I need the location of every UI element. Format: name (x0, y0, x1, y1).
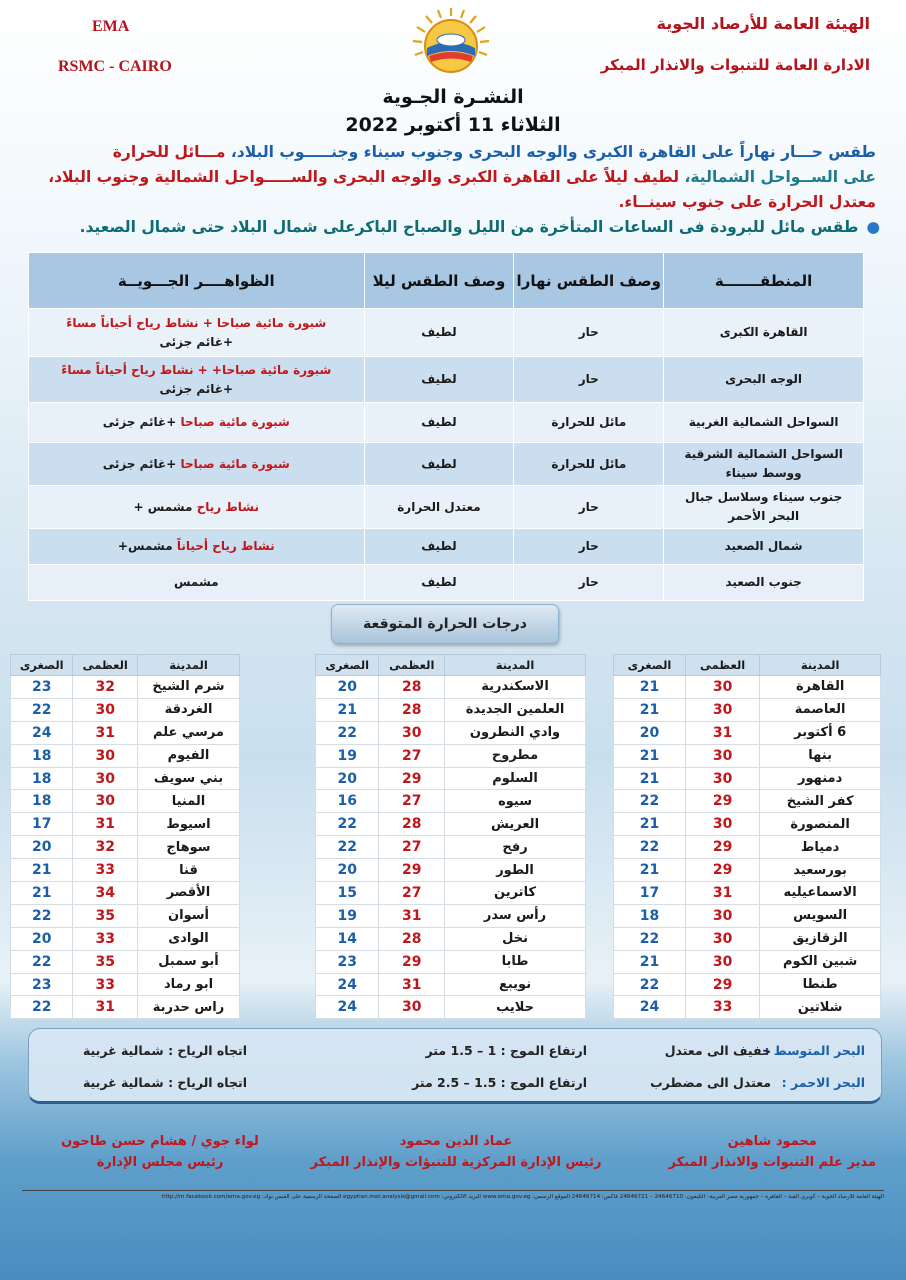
table-header-row (11, 655, 240, 676)
cell-day: حار (514, 565, 664, 601)
cell-min: 22 (11, 698, 73, 721)
table-row (316, 904, 586, 927)
cell-city: المنصورة (760, 813, 881, 836)
header-day: وصف الطقس نهارا (514, 253, 664, 309)
table-row (316, 836, 586, 859)
cell-night: لطيف (364, 309, 514, 357)
cell-max: 27 (379, 744, 445, 767)
forecast-line-1: طقس حـــار نهاراً على القاهرة الكبرى والوجه البحرى وجنوب سيناء وجنـــــوب البلاد، (230, 143, 876, 161)
table-row (29, 357, 864, 403)
wind-direction-red: اتجاه الرياح : شمالية غربية (82, 1075, 247, 1090)
cell-min: 23 (11, 676, 73, 699)
cell-min: 22 (316, 721, 379, 744)
cell-city: الغردقة (138, 698, 240, 721)
cell-min: 22 (11, 996, 73, 1019)
cell-city: 6 أكتوبر (760, 721, 881, 744)
table-row (11, 698, 240, 721)
sea-conditions-box (28, 1028, 882, 1104)
forecast-bullet (24, 218, 880, 236)
cell-max: 33 (685, 996, 759, 1019)
cell-min: 23 (11, 973, 73, 996)
temps-table-left (10, 654, 240, 1019)
cell-region: جنوب الصعيد (664, 565, 864, 601)
phenomena-highlight: شبورة مائية صباحا + نشاط رياح أحياناً مساءً (66, 315, 327, 330)
cell-city: الاسكندرية (445, 676, 586, 699)
cell-max: 29 (379, 859, 445, 882)
cell-min: 24 (316, 996, 379, 1019)
cell-max: 31 (685, 882, 759, 905)
cell-max: 30 (73, 744, 138, 767)
cell-min: 20 (316, 676, 379, 699)
cell-min: 19 (316, 904, 379, 927)
table-row (11, 813, 240, 836)
signatory-title: رئيس الإدارة المركزية للتنبؤات والإنذار المبكر (310, 1155, 602, 1170)
forecast-line-2-highlight: لطيف ليلاً على القاهرة الكبرى والوجه البحرى والســـــواحل الشمالية وجنوب البلاد، (48, 168, 680, 186)
cell-min: 22 (614, 973, 686, 996)
cell-day: حار (514, 357, 664, 403)
cell-max: 34 (73, 882, 138, 905)
table-row (11, 836, 240, 859)
table-row (316, 721, 586, 744)
cell-max: 27 (379, 836, 445, 859)
phenomena-text: +غائم جزئى (159, 381, 234, 396)
table-row (11, 973, 240, 996)
cell-city: دمياط (760, 836, 881, 859)
cell-min: 24 (614, 996, 686, 1019)
cell-city: السلوم (445, 767, 586, 790)
cell-max: 35 (73, 904, 138, 927)
cell-region: جنوب سيناء وسلاسل جبال البحر الأحمر (664, 486, 864, 529)
bullet-dot-icon: ● (866, 218, 880, 236)
cell-city: حلايب (445, 996, 586, 1019)
cell-max: 30 (379, 721, 445, 744)
ema-logo-icon (398, 6, 504, 88)
header-max: العظمى (685, 655, 759, 676)
bulletin-date: الثلاثاء 11 أكتوبر 2022 (345, 114, 561, 136)
cell-min: 22 (11, 904, 73, 927)
cell-min: 19 (316, 744, 379, 767)
table-row (614, 698, 881, 721)
signatory-name: لواء جوي / هشام حسن طاحون (61, 1134, 259, 1149)
cell-city: نويبع (445, 973, 586, 996)
cell-city: رفح (445, 836, 586, 859)
table-row (11, 790, 240, 813)
cell-phenomena (29, 565, 365, 601)
cell-max: 30 (73, 698, 138, 721)
table-row (614, 836, 881, 859)
cell-city: طنطا (760, 973, 881, 996)
table-row (316, 767, 586, 790)
table-row (11, 676, 240, 699)
cell-city: نخل (445, 927, 586, 950)
cell-min: 22 (614, 790, 686, 813)
forecast-summary (26, 140, 876, 215)
cell-max: 33 (73, 859, 138, 882)
cell-night: لطيف (364, 443, 514, 486)
table-row (11, 882, 240, 905)
cell-min: 24 (316, 973, 379, 996)
cell-day: حار (514, 309, 664, 357)
cell-region: القاهرة الكبرى (664, 309, 864, 357)
cell-city: الاسماعيليه (760, 882, 881, 905)
cell-min: 21 (316, 698, 379, 721)
cell-city: أسوان (138, 904, 240, 927)
cell-max: 31 (685, 721, 759, 744)
cell-max: 30 (685, 767, 759, 790)
agency-abbrev: EMA (92, 18, 130, 35)
cell-max: 30 (685, 676, 759, 699)
table-row (316, 859, 586, 882)
forecast-line-1-highlight: مـــائل للحرارة (112, 143, 226, 161)
cell-phenomena (29, 486, 365, 529)
cell-city: شلاتين (760, 996, 881, 1019)
cell-city: طابا (445, 950, 586, 973)
cell-city: ابو رماد (138, 973, 240, 996)
cell-max: 30 (685, 950, 759, 973)
cell-min: 17 (614, 882, 686, 905)
cell-region: السواحل الشمالية الشرقية ووسط سيناء (664, 443, 864, 486)
cell-city: العاصمة (760, 698, 881, 721)
cell-max: 27 (379, 790, 445, 813)
cell-min: 18 (11, 790, 73, 813)
cell-city: بنها (760, 744, 881, 767)
table-row (11, 927, 240, 950)
table-row (11, 721, 240, 744)
cell-city: راس حدربة (138, 996, 240, 1019)
sea-state-red: معتدل الى مضطرب (650, 1075, 771, 1090)
table-row (29, 529, 864, 565)
cell-max: 30 (73, 767, 138, 790)
footer-divider (22, 1190, 884, 1191)
cell-night: لطيف (364, 403, 514, 443)
cell-max: 29 (685, 790, 759, 813)
cell-city: الأقصر (138, 882, 240, 905)
table-row (614, 676, 881, 699)
cell-max: 29 (685, 836, 759, 859)
cell-city: الطور (445, 859, 586, 882)
cell-phenomena (29, 357, 365, 403)
cell-max: 31 (73, 813, 138, 836)
phenomena-text: +غائم جزئى (102, 415, 177, 429)
phenomena-text: مشمس+ (117, 539, 173, 553)
signature-middle (296, 1134, 616, 1170)
bulletin-title: النشـرة الجـوية (382, 86, 524, 108)
cell-min: 18 (11, 767, 73, 790)
cell-night: لطيف (364, 357, 514, 403)
cell-max: 28 (379, 813, 445, 836)
cell-min: 16 (316, 790, 379, 813)
agency-name-ar: الهيئة العامة للأرصاد الجوية (656, 14, 870, 33)
table-row (11, 904, 240, 927)
cell-min: 21 (614, 698, 686, 721)
cell-max: 27 (379, 882, 445, 905)
signatory-name: محمود شاهين (727, 1134, 817, 1149)
table-row (614, 859, 881, 882)
signatory-title: مدير علم التنبوات والانذار المبكر (668, 1155, 876, 1170)
cell-night: لطيف (364, 565, 514, 601)
cell-city: مرسي علم (138, 721, 240, 744)
header-city: المدينة (760, 655, 881, 676)
cell-max: 35 (73, 950, 138, 973)
wave-height-med: ارتفاع الموج : 1 – 1.5 متر (425, 1043, 587, 1058)
sea-row-mediterranean (29, 1043, 883, 1065)
cell-min: 21 (11, 882, 73, 905)
cell-city: شبين الكوم (760, 950, 881, 973)
cell-phenomena (29, 529, 365, 565)
department-name-ar: الادارة العامة للتنبوات والانذار المبكر (600, 56, 870, 74)
table-row (11, 859, 240, 882)
table-row (11, 950, 240, 973)
cell-max: 29 (379, 767, 445, 790)
cell-city: وادي النطرون (445, 721, 586, 744)
table-row (614, 927, 881, 950)
cell-city: اسيوط (138, 813, 240, 836)
footer-contact: الهيئة العامة للأرصاد الجوية – كوبري القبة – القاهرة – جمهورية مصر العربية– التليفون: 24646710 – 24646721 فاكس: 24646714 الموقع الرسمي: www.ema.gov.eg البريد الالكتروني: egyptian.met.analysis@gmail.com الصفحة الرسمية على الفيس بوك: http://m.facebook.com/ema.gov.eg (161, 1194, 884, 1200)
table-header-row (29, 253, 864, 309)
cell-min: 23 (316, 950, 379, 973)
cell-phenomena (29, 309, 365, 357)
cell-city: سوهاج (138, 836, 240, 859)
cell-city: سيوه (445, 790, 586, 813)
header-max: العظمى (73, 655, 138, 676)
header-max: العظمى (379, 655, 445, 676)
cell-max: 33 (73, 973, 138, 996)
cell-min: 22 (316, 836, 379, 859)
cell-city: رأس سدر (445, 904, 586, 927)
forecast-line-2: على الســواحل الشمالية، (684, 168, 876, 186)
phenomena-text: +غائم جزئى (102, 456, 177, 471)
forecast-line-3: معتدل الحرارة على جنوب سينــاء. (618, 193, 876, 211)
table-row (316, 996, 586, 1019)
table-row (29, 443, 864, 486)
cell-city: القاهرة (760, 676, 881, 699)
cell-min: 20 (11, 927, 73, 950)
table-row (614, 744, 881, 767)
cell-city: بني سويف (138, 767, 240, 790)
cell-max: 30 (685, 927, 759, 950)
phenomena-highlight: شبورة مائية صباحا (180, 456, 290, 471)
table-row (29, 403, 864, 443)
cell-min: 21 (614, 859, 686, 882)
table-header-row (316, 655, 586, 676)
cell-region: شمال الصعيد (664, 529, 864, 565)
cell-min: 21 (614, 744, 686, 767)
cell-city: بورسعيد (760, 859, 881, 882)
temperatures-heading: درجات الحرارة المتوقعة (331, 604, 559, 644)
cell-max: 29 (379, 950, 445, 973)
header-min: الصغرى (316, 655, 379, 676)
cell-day: حار (514, 486, 664, 529)
cell-max: 31 (73, 996, 138, 1019)
cell-max: 30 (73, 790, 138, 813)
table-row (316, 744, 586, 767)
cell-min: 18 (614, 904, 686, 927)
table-row (614, 904, 881, 927)
cell-max: 30 (685, 698, 759, 721)
phenomena-text: +غائم جزئى (159, 334, 234, 349)
wind-direction-med: اتجاه الرياح : شمالية غربية (82, 1043, 247, 1058)
sea-name-red: البحر الاحمر : (781, 1075, 865, 1090)
header-city: المدينة (138, 655, 240, 676)
table-row (614, 973, 881, 996)
cell-max: 30 (685, 744, 759, 767)
cell-city: كفر الشيخ (760, 790, 881, 813)
cell-min: 21 (11, 859, 73, 882)
cell-max: 30 (685, 904, 759, 927)
cell-phenomena (29, 403, 365, 443)
cell-min: 22 (614, 836, 686, 859)
cell-day: مائل للحرارة (514, 443, 664, 486)
table-row (29, 486, 864, 529)
table-row (614, 813, 881, 836)
sea-state-med: خفيف الى معتدل (664, 1043, 771, 1058)
cell-city: أبو سمبل (138, 950, 240, 973)
table-row (316, 813, 586, 836)
cell-phenomena (29, 443, 365, 486)
cell-max: 32 (73, 836, 138, 859)
sea-row-red-sea (29, 1075, 883, 1097)
header-min: الصغرى (614, 655, 686, 676)
cell-day: حار (514, 529, 664, 565)
table-row (316, 927, 586, 950)
header-city: المدينة (445, 655, 586, 676)
table-row (614, 721, 881, 744)
phenomena-highlight: نشاط رياح (196, 499, 260, 514)
cell-max: 28 (379, 927, 445, 950)
cell-max: 29 (685, 859, 759, 882)
table-row (11, 744, 240, 767)
table-row (11, 767, 240, 790)
cell-max: 32 (73, 676, 138, 699)
cell-night: معتدل الحرارة (364, 486, 514, 529)
cell-min: 17 (11, 813, 73, 836)
cell-city: كاترين (445, 882, 586, 905)
cell-max: 29 (685, 973, 759, 996)
table-header-row (614, 655, 881, 676)
signatory-name: عماد الدين محمود (399, 1134, 513, 1149)
header-min: الصغرى (11, 655, 73, 676)
phenomena-text: مشمس + (133, 499, 193, 514)
cell-city: المنيا (138, 790, 240, 813)
table-row (316, 950, 586, 973)
cell-min: 21 (614, 813, 686, 836)
cell-city: الفيوم (138, 744, 240, 767)
signature-right (669, 1134, 877, 1170)
header-phenomena: الظواهــــر الجـــويــة (29, 253, 365, 309)
table-row (614, 996, 881, 1019)
cell-min: 15 (316, 882, 379, 905)
cell-max: 30 (379, 996, 445, 1019)
cell-min: 22 (614, 927, 686, 950)
temps-table-right (613, 654, 881, 1019)
cell-min: 20 (614, 721, 686, 744)
cell-max: 30 (685, 813, 759, 836)
cell-city: مطروح (445, 744, 586, 767)
table-row (316, 790, 586, 813)
cell-min: 21 (614, 950, 686, 973)
table-row (614, 767, 881, 790)
wave-height-red: ارتفاع الموج : 1.5 – 2.5 متر (412, 1075, 587, 1090)
cell-city: الوادى (138, 927, 240, 950)
cell-city: شرم الشيخ (138, 676, 240, 699)
cell-min: 20 (11, 836, 73, 859)
cell-max: 28 (379, 676, 445, 699)
table-row (614, 882, 881, 905)
phenomena-highlight: شبورة مائية صباحا+ + نشاط رياح أحياناً مساءً (61, 362, 332, 377)
cell-city: الزقازيق (760, 927, 881, 950)
phenomena-text: مشمس (173, 575, 219, 589)
cell-region: السواحل الشمالية الغربية (664, 403, 864, 443)
cell-max: 31 (379, 973, 445, 996)
cell-day: مائل للحرارة (514, 403, 664, 443)
signatory-title: رئيس مجلس الإدارة (96, 1155, 224, 1170)
forecast-bullet-text: طقس مائل للبرودة فى الساعات المتأخرة من الليل والصباح الباكرعلى شمال البلاد حتى شمال الصعيد. (79, 218, 859, 236)
table-row (29, 565, 864, 601)
cell-city: العريش (445, 813, 586, 836)
cell-city: العلمين الجديدة (445, 698, 586, 721)
phenomena-highlight: شبورة مائية صباحا (180, 415, 290, 429)
table-row (316, 973, 586, 996)
table-row (29, 309, 864, 357)
cell-max: 33 (73, 927, 138, 950)
cell-city: السويس (760, 904, 881, 927)
table-row (11, 996, 240, 1019)
signature-left (40, 1134, 280, 1170)
cell-min: 21 (614, 767, 686, 790)
cell-min: 20 (316, 859, 379, 882)
cell-city: قنا (138, 859, 240, 882)
sea-name-med: البحر المتوسط : (764, 1043, 865, 1058)
table-row (316, 882, 586, 905)
cell-min: 18 (11, 744, 73, 767)
temps-table-middle (315, 654, 586, 1019)
header-region: المنطقـــــــة (664, 253, 864, 309)
cell-max: 31 (379, 904, 445, 927)
cell-min: 22 (11, 950, 73, 973)
table-row (614, 950, 881, 973)
cell-city: دمنهور (760, 767, 881, 790)
cell-min: 21 (614, 676, 686, 699)
cell-max: 28 (379, 698, 445, 721)
table-row (316, 676, 586, 699)
table-row (614, 790, 881, 813)
cell-max: 31 (73, 721, 138, 744)
cell-min: 24 (11, 721, 73, 744)
cell-region: الوجه البحرى (664, 357, 864, 403)
cell-night: لطيف (364, 529, 514, 565)
table-row (316, 698, 586, 721)
cell-min: 20 (316, 767, 379, 790)
rsmc-label: RSMC - CAIRO (58, 58, 172, 75)
cell-min: 22 (316, 813, 379, 836)
cell-min: 14 (316, 927, 379, 950)
phenomena-highlight: نشاط رياح أحياناً (176, 539, 275, 553)
weather-phenomena-table (28, 252, 864, 601)
header-night: وصف الطقس ليلا (364, 253, 514, 309)
